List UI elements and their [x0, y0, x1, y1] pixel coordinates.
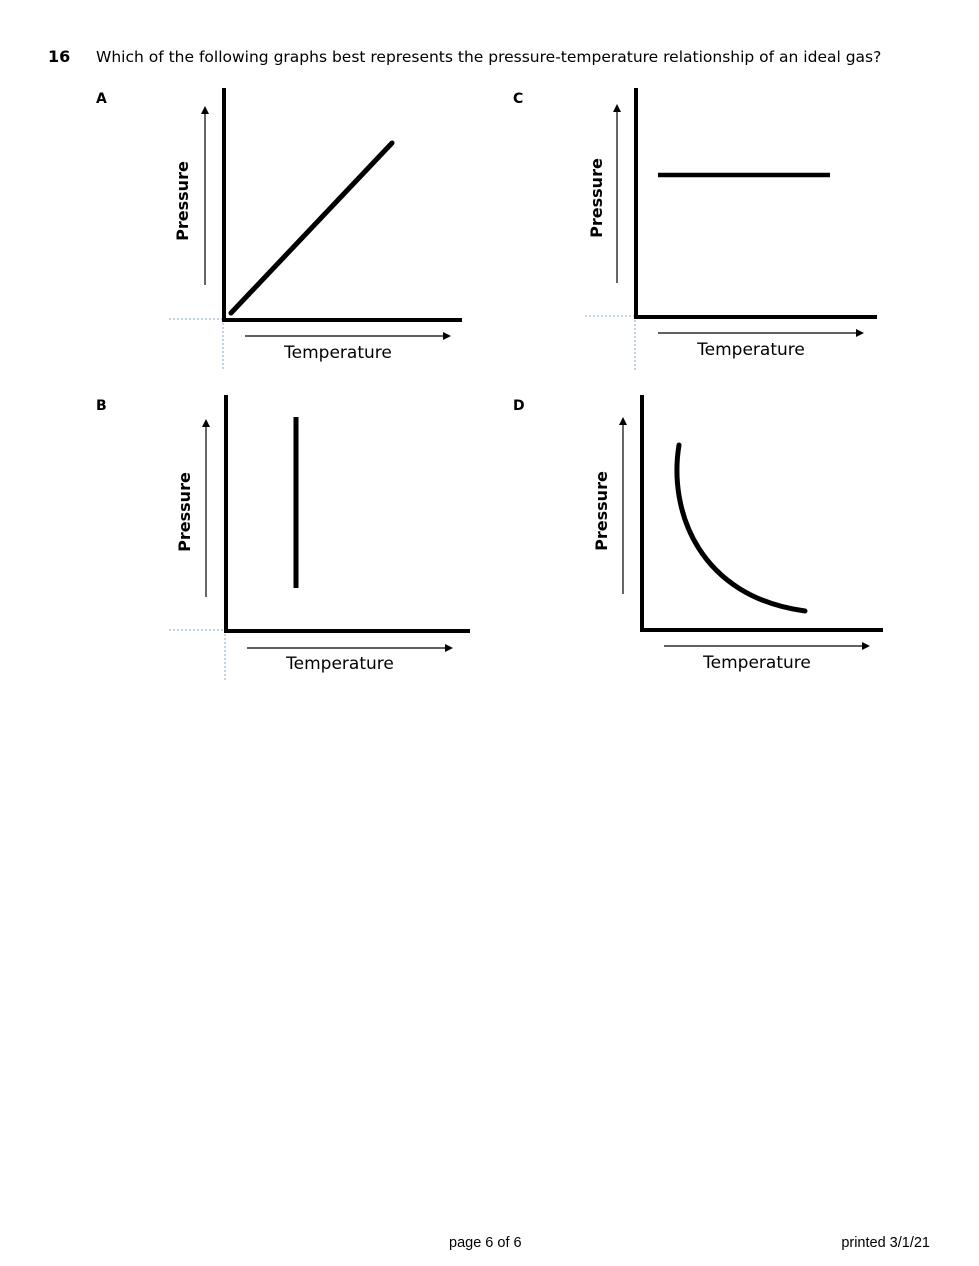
graph-c-x-label: Temperature: [697, 340, 805, 360]
option-a-letter: A: [96, 91, 107, 107]
graph-c-y-arrowhead: [613, 104, 621, 112]
option-d-letter: D: [513, 398, 525, 414]
graph-d-x-arrowhead: [862, 642, 870, 650]
graph-b-y-arrowhead: [202, 419, 210, 427]
graph-c: [575, 85, 885, 375]
question-text: Which of the following graphs best represents the pressure-temperature relationship of an ideal gas?: [96, 48, 882, 66]
graph-b-y-label: Pressure: [175, 472, 194, 552]
graph-a-x-label: Temperature: [284, 343, 392, 363]
question-number: 16: [48, 47, 71, 66]
option-c-letter: C: [513, 91, 524, 107]
graph-a: [160, 85, 470, 375]
graph-b-x-arrowhead: [445, 644, 453, 652]
page-number: page 6 of 6: [449, 1235, 522, 1251]
graph-c-y-label: Pressure: [587, 158, 606, 238]
graph-a-data-line: [231, 143, 392, 313]
graph-a-y-label: Pressure: [173, 161, 192, 241]
graph-d-x-label: Temperature: [703, 653, 811, 673]
option-b-letter: B: [96, 398, 107, 414]
graph-a-x-arrowhead: [443, 332, 451, 340]
graph-d-y-arrowhead: [619, 417, 627, 425]
graph-d-y-label: Pressure: [592, 471, 611, 551]
graph-b-x-label: Temperature: [286, 654, 394, 674]
graph-a-y-arrowhead: [201, 106, 209, 114]
graph-b: [160, 392, 480, 682]
graph-d-data-curve: [677, 445, 805, 611]
graph-d: [580, 392, 890, 682]
printed-date: printed 3/1/21: [841, 1235, 930, 1251]
graph-c-x-arrowhead: [856, 329, 864, 337]
